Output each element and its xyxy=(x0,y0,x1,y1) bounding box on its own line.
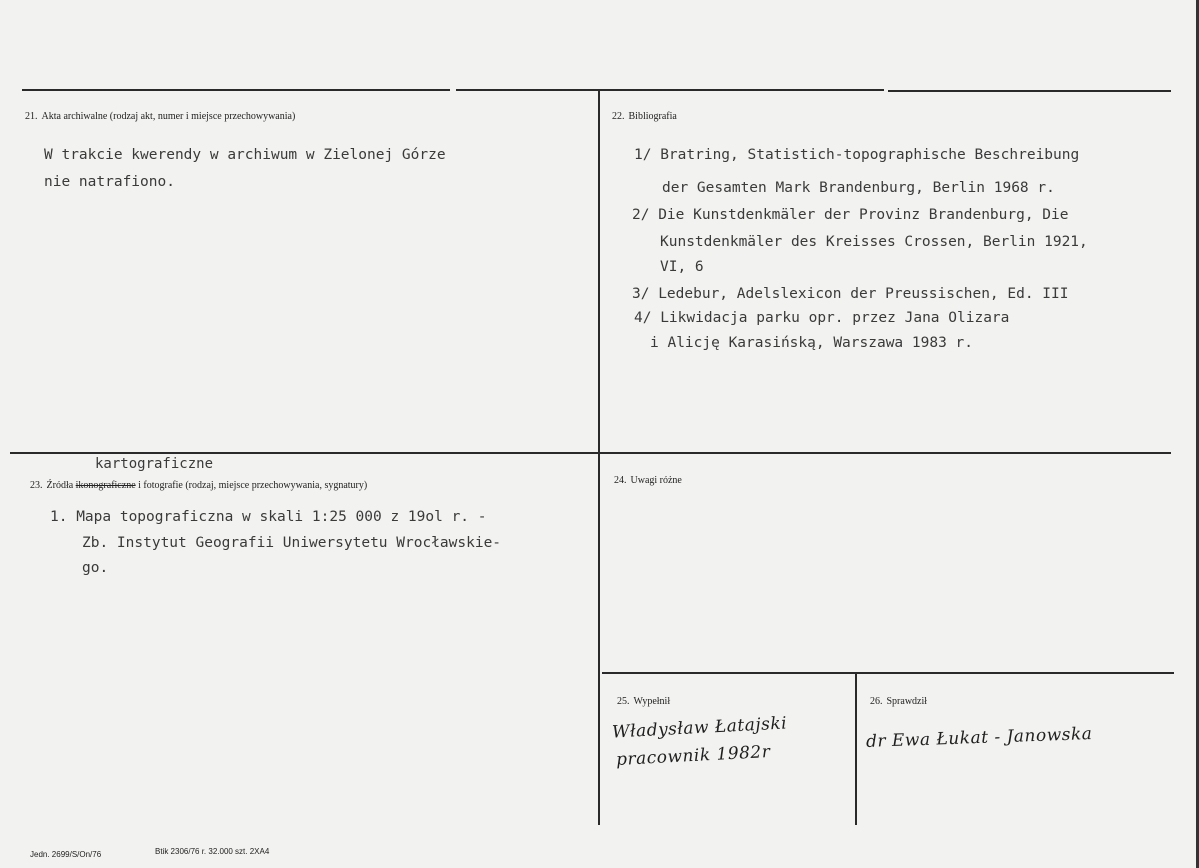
top-rule-1 xyxy=(22,89,450,91)
section-24-label: 24. Uwagi różne xyxy=(614,475,682,486)
checked-by-signature: dr Ewa Łukat - Janowska xyxy=(865,724,1093,752)
center-divider xyxy=(598,90,600,825)
section-23-line-3: go. xyxy=(82,560,109,576)
section-21-label: 21. Akta archiwalne (rodzaj akt, numer i miejsce przechowywania) xyxy=(25,111,296,122)
bibliography-line-2: der Gesamten Mark Brandenburg, Berlin 1968 r. xyxy=(662,180,1055,196)
footer-right: Btik 2306/76 r. 32.000 szt. 2XA4 xyxy=(155,847,270,856)
bibliography-line-1: 1/ Bratring, Statistich-topographische Beschreibung xyxy=(634,147,1080,163)
bibliography-line-5: VI, 6 xyxy=(660,259,704,275)
middle-rule xyxy=(10,452,1171,454)
section-23-line-1: 1. Mapa topograficzna w skali 1:25 000 z 19ol r. - xyxy=(50,509,487,525)
filled-by-signature-line-1: Władysław Łatajski xyxy=(611,713,788,743)
section-21-line-1: W trakcie kwerendy w archiwum w Zielonej Górze xyxy=(44,147,446,163)
top-rule-2 xyxy=(456,89,884,91)
bibliography-line-8: i Alicję Karasińską, Warszawa 1983 r. xyxy=(650,335,974,351)
inserted-word: kartograficzne xyxy=(95,456,214,472)
bibliography-line-7: 4/ Likwidacja parku opr. przez Jana Olizara xyxy=(634,310,1010,326)
section-23-line-2: Zb. Instytut Geografii Uniwersytetu Wrocławskie- xyxy=(82,535,502,551)
section-23-label: 23. Źródła ikonograficzne i fotografie (rodzaj, miejsce przechowywania, sygnatury) xyxy=(30,480,368,491)
section-22-label: 22. Bibliografia xyxy=(612,111,677,122)
bibliography-line-6: 3/ Ledebur, Adelslexicon der Preussischen, Ed. III xyxy=(632,286,1069,302)
signature-divider xyxy=(855,673,857,825)
signature-rule xyxy=(602,672,1174,674)
bibliography-line-4: Kunstdenkmäler des Kreisses Crossen, Berlin 1921, xyxy=(660,234,1088,250)
section-21-line-2: nie natrafiono. xyxy=(44,174,175,190)
footer-left: Jedn. 2699/S/On/76 xyxy=(30,850,102,859)
section-26-label: 26. Sprawdził xyxy=(870,696,928,707)
section-25-label: 25. Wypełnił xyxy=(617,696,671,707)
filled-by-signature-line-2: pracownik 1982r xyxy=(615,741,771,771)
top-rule-3 xyxy=(888,90,1171,92)
bibliography-line-3: 2/ Die Kunstdenkmäler der Provinz Brandenburg, Die xyxy=(632,207,1069,223)
